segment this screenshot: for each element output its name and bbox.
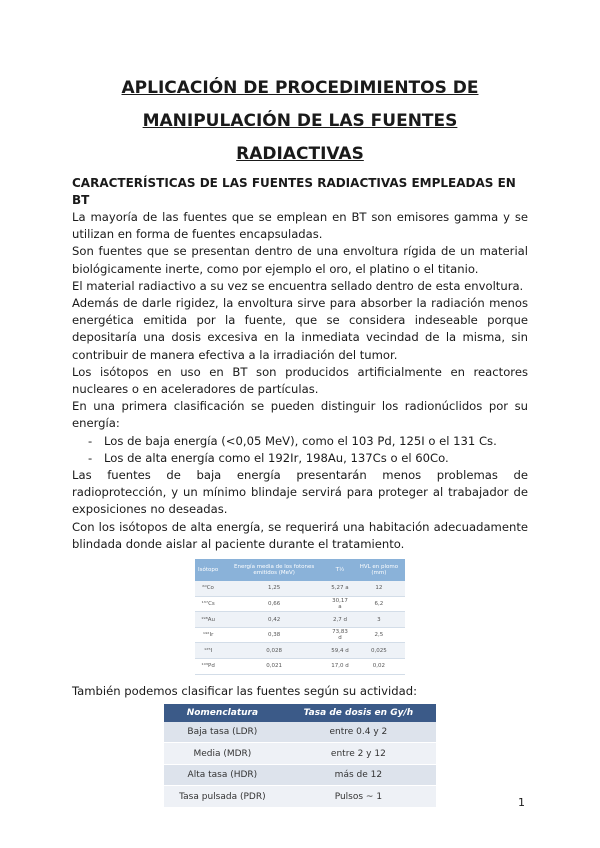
table-cell: 1,25 (221, 581, 327, 596)
table-cell: 73,83 d (327, 627, 353, 643)
table-cell: 12 (353, 581, 405, 596)
table-cell: 2,5 (353, 627, 405, 643)
list-item: - Los de baja energía (<0,05 MeV), como el 103 Pd, 125I o el 131 Cs. (72, 433, 528, 450)
table-row (195, 596, 405, 612)
table-row (164, 786, 436, 808)
energy-list (72, 433, 528, 467)
table-cell: 59,4 d (327, 643, 353, 659)
table-row (195, 581, 405, 596)
paragraph: Son fuentes que se presentan dentro de una envoltura rígida de un material biológicamente inerte, como por ejemplo el oro, el platino o el titanio. (72, 244, 528, 276)
table-cell: ¹²⁵I (195, 643, 221, 659)
paragraph: Los isótopos en uso en BT son producidos artificialmente en reactores nucleares o en aceleradores de partículas. (72, 364, 528, 397)
table-header: HVL en plomo (mm) (353, 559, 405, 581)
document-title (72, 72, 528, 171)
table-header: Energía media de los fotones emitidos (MeV) (221, 559, 327, 581)
table-header: Tasa de dosis en Gy/h (281, 704, 436, 722)
table-cell: 3 (353, 612, 405, 628)
table-row (164, 743, 436, 765)
title-line-2: MANIPULACIÓN DE LAS FUENTES (142, 111, 458, 131)
table-cell: 0,38 (221, 627, 327, 643)
table-row (164, 764, 436, 786)
table-cell: 0,02 (353, 659, 405, 675)
table-cell: ⁶⁰Co (195, 581, 221, 596)
table-cell: más de 12 (281, 764, 436, 786)
list-item: - Los de alta energía como el 192Ir, 198Au, 137Cs o el 60Co. (72, 450, 528, 467)
table-cell: Tasa pulsada (PDR) (164, 786, 281, 808)
table-cell: 0,42 (221, 612, 327, 628)
paragraph: En una primera clasificación se pueden distinguir los radionúclidos por su energía: (72, 399, 528, 431)
document-page (72, 72, 528, 808)
table-cell: 2,7 d (327, 612, 353, 628)
table-cell: entre 2 y 12 (281, 743, 436, 765)
paragraph: La mayoría de las fuentes que se emplean en BT son emisores gamma y se utilizan en forma de fuentes encapsuladas. (72, 210, 528, 242)
table-cell: 0,66 (221, 596, 327, 612)
table-header: Isótopo (195, 559, 221, 581)
paragraph: Con los isótopos de alta energía, se requerirá una habitación adecuadamente blindada donde aislar al paciente durante el tratamiento. (72, 519, 528, 551)
paragraph: Las fuentes de baja energía presentarán menos problemas de radioprotección, y un mínimo blindaje servirá para proteger al trabajador de exposiciones no deseadas. (72, 468, 528, 517)
table-cell: ¹³⁷Cs (195, 596, 221, 612)
table-row (164, 722, 436, 743)
table-cell: 0,021 (221, 659, 327, 675)
table-cell: Baja tasa (LDR) (164, 722, 281, 743)
table-cell: ¹⁹²Ir (195, 627, 221, 643)
table-cell: Pulsos ~ 1 (281, 786, 436, 808)
paragraph: El material radiactivo a su vez se encuentra sellado dentro de esta envoltura. (72, 278, 524, 293)
table-cell: ¹⁰³Pd (195, 659, 221, 675)
isotope-table (195, 559, 405, 675)
table-row (195, 659, 405, 675)
table-row (195, 627, 405, 643)
table-cell: Alta tasa (HDR) (164, 764, 281, 786)
table-cell: 6,2 (353, 596, 405, 612)
table-cell: 17,0 d (327, 659, 353, 675)
section-heading: CARACTERÍSTICAS DE LAS FUENTES RADIACTIVAS EMPLEADAS EN BT (72, 176, 516, 207)
table-cell: 0,028 (221, 643, 327, 659)
table-row (195, 643, 405, 659)
table-cell: entre 0.4 y 2 (281, 722, 436, 743)
activity-intro: También podemos clasificar las fuentes según su actividad: (72, 683, 417, 698)
activity-table (164, 704, 436, 808)
table-cell: Media (MDR) (164, 743, 281, 765)
table-cell: 0,025 (353, 643, 405, 659)
table-row (195, 612, 405, 628)
table-header: Nomenclatura (164, 704, 281, 722)
title-line-3: RADIACTIVAS (236, 144, 364, 164)
paragraph: Además de darle rigidez, la envoltura sirve para absorber la radiación menos energética emitida por la fuente, que se considera indeseable porque depositaría una dosis excesiva en la inmediata vecindad de la misma, sin contribuir de manera efectiva a la irradiación del tumor. (72, 296, 528, 362)
table-cell: ¹⁹⁸Au (195, 612, 221, 628)
page-number: 1 (518, 796, 525, 809)
table-header: T½ (327, 559, 353, 581)
title-line-1: APLICACIÓN DE PROCEDIMIENTOS DE (121, 78, 479, 98)
table-cell: 30,17 a (327, 596, 353, 612)
table-cell: 5,27 a (327, 581, 353, 596)
